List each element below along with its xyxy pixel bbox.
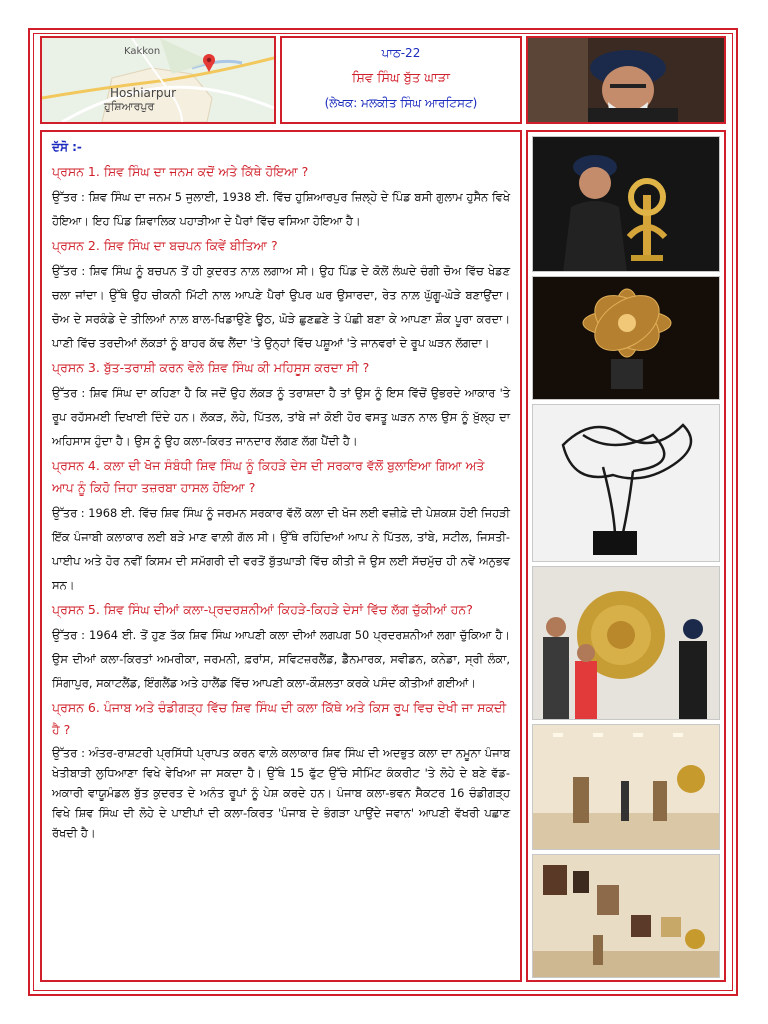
answer-2: ਉੱਤਰ : ਸ਼ਿਵ ਸਿੰਘ ਨੂੰ ਬਚਪਨ ਤੋਂ ਹੀ ਕੁਦਰਤ ਨਾਲ਼ ਲਗਾਅ ਸੀ। ਉਹ ਪਿੰਡ ਦੇ ਕੋਲੋਂ ਲੰਘਦੇ ਚੰਗੀ ਚੋਅ ਵਿੱਚ ਖੇਡਣ ਚਲਾ ਜਾਂਦਾ। ਉੱਥੇ ਉਹ ਚੀਕਨੀ ਮਿੱਟੀ ਨਾਲ ਆਪਣੇ ਪੈਰਾਂ ਉਪਰ ਘਰ ਉਸਾਰਦਾ, ਰੇਤ ਨਾਲ਼ ਘੁੱਗੂ-ਘੋੜੇ ਬਣਾਉਂਦਾ। ਚੋਅ ਦੇ ਸਰਕੰਡੇ ਦੇ ਤੀਲਿਆਂ ਨਾਲ਼ ਬਾਲ-ਖਿਡਾਉਣੇ ਊਠ, ਘੋੜੇ ਛੁਣਛਣੇ ਤੇ ਪੰਛੀ ਬਣਾ ਕੇ ਆਪਣਾ ਸ਼ੌਕ ਪੂਰਾ ਕਰਦਾ। ਪਾਣੀ ਵਿੱਚ ਤਰਦੀਆਂ ਲੱਕੜਾਂ ਨੂੰ ਬਾਹਰ ਕੱਢ ਲੈਂਦਾ 'ਤੇ ਉਨ੍ਹਾਂ ਵਿੱਚ ਪਸ਼ੂਆਂ 'ਤੇ ਜਾਨਵਰਾਂ ਦੇ ਰੂਪ ਘੜਨ ਲੱਗਦਾ। bbox=[52, 264, 510, 350]
section-intro: ਦੱਸੋ :- bbox=[52, 140, 82, 154]
question-3: ਪ੍ਰਸਨ 3. ਬੁੱਤ-ਤਰਾਸ਼ੀ ਕਰਨ ਵੇਲੇ ਸ਼ਿਵ ਸਿੰਘ ਕੀ ਮਹਿਸੂਸ ਕਰਦਾ ਸੀ ? bbox=[52, 360, 370, 375]
answer-3: ਉੱਤਰ : ਸ਼ਿਵ ਸਿੰਘ ਦਾ ਕਹਿਣਾ ਹੈ ਕਿ ਜਦੋਂ ਉਹ ਲੱਕੜ ਨੂੰ ਤਰਾਸ਼ਦਾ ਹੈ ਤਾਂ ਉਸ ਨੂੰ ਇਸ ਵਿੱਚੋਂ ਉਭਰਦੇ ਆਕਾਰ 'ਤੇ ਰੂਪ ਰਹੱਸਮਈ ਦਿਖਾਈ ਦਿੰਦੇ ਹਨ। ਲੱਕੜ, ਲੋਹੇ, ਪਿੱਤਲ, ਤਾਂਬੇ ਜਾਂ ਕੋਈ ਹੋਰ ਵਸਤੂ ਘੜਨ ਨਾਲ ਉਸ ਨੂੰ ਖ਼ੁੱਲ੍ਹ ਦਾ ਅਹਿਸਾਸ ਹੁੰਦਾ ਹੈ। ਉਸ ਨੂੰ ਉਹ ਕਲਾ-ਕਿਰਤ ਜਾਨਦਾਰ ਲੱਗਣ ਲੱਗ ਪੈਂਦੀ ਹੈ। bbox=[52, 386, 510, 448]
photo-artist-with-sculpture bbox=[532, 136, 720, 272]
photo-wire-sculpture bbox=[532, 404, 720, 562]
photo-gallery-framed-works bbox=[532, 854, 720, 978]
answer-5: ਉੱਤਰ : 1964 ਈ. ਤੋਂ ਹੁਣ ਤੱਕ ਸ਼ਿਵ ਸਿੰਘ ਆਪਣੀ ਕਲਾ ਦੀਆਂ ਲਗਪਗ 50 ਪ੍ਰਦਰਸ਼ਨੀਆਂ ਲਗਾ ਚੁੱਕਿਆ ਹੈ। ਉਸ ਦੀਆਂ ਕਲਾ-ਕਿਰਤਾਂ ਅਮਰੀਕਾ, ਜਰਮਨੀ, ਫ਼ਰਾਂਸ, ਸਵਿਟਜ਼ਰਲੈਂਡ, ਡੈੱਨਮਾਰਕ, ਸਵੀਡਨ, ਕਨੇਡਾ, ਸ੍ਰੀ ਲੰਕਾ, ਸਿੰਗਾਪੁਰ, ਸਕਾਟਲੈਂਡ, ਇੰਗਲੈਂਡ ਅਤੇ ਹਾਲੈਂਡ ਵਿੱਚ ਆਪਣੀ ਕਲਾ-ਕੌਸ਼ਲਤਾ ਕਰਕੇ ਪਸੰਦ ਕੀਤੀਆਂ ਗਈਆਂ। bbox=[52, 628, 510, 690]
question-1: ਪ੍ਰਸਨ 1. ਸ਼ਿਵ ਸਿੰਘ ਦਾ ਜਨਮ ਕਦੋਂ ਅਤੇ ਕਿੱਥੇ ਹੋਇਆ ? bbox=[52, 164, 309, 179]
photo-exhibition-hall bbox=[532, 724, 720, 850]
question-2: ਪ੍ਰਸਨ 2. ਸ਼ਿਵ ਸਿੰਘ ਦਾ ਬਚਪਨ ਕਿਵੇਂ ਬੀਤਿਆ ? bbox=[52, 238, 278, 253]
author-line: (ਲੇਖਕ: ਮਲਕੀਤ ਸਿੰਘ ਆਰਟਿਸਟ) bbox=[324, 96, 478, 110]
title-box bbox=[280, 36, 522, 124]
portrait-photo bbox=[526, 36, 726, 124]
lesson-number: ਪਾਠ-22 bbox=[381, 46, 421, 60]
question-answer-section bbox=[40, 130, 522, 982]
photo-column bbox=[526, 130, 726, 982]
answer-1: ਉੱਤਰ : ਸ਼ਿਵ ਸਿੰਘ ਦਾ ਜਨਮ 5 ਜੁਲਾਈ, 1938 ਈ. ਵਿੱਚ ਹੁਸ਼ਿਆਰਪੁਰ ਜ਼ਿਲ੍ਹੇ ਦੇ ਪਿੰਡ ਬਸੀ ਗੁਲਾਮ ਹੁਸੈਨ ਵਿਖੇ ਹੋਇਆ। ਇਹ ਪਿੰਡ ਸ਼ਿਵਾਲਿਕ ਪਹਾੜੀਆ ਦੇ ਪੈਰਾਂ ਵਿੱਚ ਵਸਿਆ ਹੋਇਆ ਹੈ। bbox=[52, 190, 510, 228]
answer-6: ਉੱਤਰ : ਅੰਤਰ-ਰਾਸ਼ਟਰੀ ਪ੍ਰਸਿੱਧੀ ਪ੍ਰਾਪਤ ਕਰਨ ਵਾਲ਼ੇ ਕਲਾਕਾਰ ਸ਼ਿਵ ਸਿੰਘ ਦੀ ਅਦਭੁਤ ਕਲਾ ਦਾ ਨਮੂਨਾ ਪੰਜਾਬ ਖੇਤੀਬਾੜੀ ਲੁਧਿਆਣਾ ਵਿਖੇ ਵੇਖਿਆ ਜਾ ਸਕਦਾ ਹੈ। ਉੱਥੇ 15 ਫੁੱਟ ਉੱਚੇ ਸੀਮਿੰਟ ਕੰਕਰੀਟ 'ਤੇ ਲੋਹੇ ਦੇ ਬਣੇ ਵੱਡ-ਅਕਾਰੀ ਵਾਯੂਮੰਡਲ ਬੁੱਤ ਕੁਦਰਤ ਦੇ ਅਨੰਤ ਰੂਪਾਂ ਨੂੰ ਪੇਸ਼ ਕਰਦੇ ਹਨ। ਪੰਜਾਬ ਕਲਾ-ਭਵਨ ਸੈਕਟਰ 16 ਚੰਡੀਗੜ੍ਹ ਵਿਖੇ ਸ਼ਿਵ ਸਿੰਘ ਦੀ ਲੋਹੇ ਦੇ ਪਾਈਪਾਂ ਦੀ ਕਲਾ-ਕਿਰਤ 'ਪੰਜਾਬ ਦੇ ਭੰਗੜਾ ਪਾਉਂਦੇ ਜਵਾਨ' ਆਪਣੀ ਵੱਖਰੀ ਪਛਾਣ ਰੱਖਦੀ ਹੈ। bbox=[52, 746, 510, 840]
answer-4: ਉੱਤਰ : 1968 ਈ. ਵਿੱਚ ਸ਼ਿਵ ਸਿੰਘ ਨੂੰ ਜਰਮਨ ਸਰਕਾਰ ਵੱਲੋਂ ਕਲਾ ਦੀ ਖੋਜ ਲਈ ਵਜ਼ੀਫ਼ੇ ਦੀ ਪੇਸ਼ਕਸ਼ ਹੋਈ ਜਿਹੜੀ ਇੱਕ ਪੰਜਾਬੀ ਕਲਾਕਾਰ ਲਈ ਬੜੇ ਮਾਣ ਵਾਲ਼ੀ ਗੱਲ ਸੀ। ਉੱਥੇ ਰਹਿੰਦਿਆਂ ਆਪ ਨੇ ਪਿੱਤਲ, ਤਾਂਬੇ, ਸਟੀਲ, ਜਿਸਤੀ-ਪਾਈਪ ਅਤੇ ਹੋਰ ਨਵੀਂ ਕਿਸਮ ਦੀ ਸਮੱਗਰੀ ਦੀ ਵਰਤੋਂ ਬੁੱਤਘਾੜੀ ਵਿੱਚ ਕੀਤੀ ਜੋ ਉਸ ਲਈ ਸੱਚਮੁੱਚ ਹੀ ਨਵੇਂ ਅਨੁਭਵ ਸਨ। bbox=[52, 506, 510, 592]
photo-gallery-visitors bbox=[532, 566, 720, 720]
map-label-city-pa: ਹੁਸ਼ਿਆਰਪੁਰ bbox=[104, 100, 155, 113]
portrait-image bbox=[528, 38, 724, 122]
location-map bbox=[40, 36, 276, 124]
photo-flower-sculpture bbox=[532, 276, 720, 400]
chapter-title: ਸ਼ਿਵ ਸਿੰਘ ਬੁੱਤ ਘਾੜਾ bbox=[352, 71, 450, 86]
question-6: ਪ੍ਰਸਨ 6. ਪੰਜਾਬ ਅਤੇ ਚੰਡੀਗੜ੍ਹ ਵਿੱਚ ਸ਼ਿਵ ਸਿੰਘ ਦੀ ਕਲਾ ਕਿੱਥੇ ਅਤੇ ਕਿਸ ਰੂਪ ਵਿਚ ਦੇਖੀ ਜਾ ਸਕਦੀ ਹੈ ? bbox=[52, 700, 507, 737]
map-label-kakkon: Kakkon bbox=[124, 46, 161, 57]
question-5: ਪ੍ਰਸਨ 5. ਸ਼ਿਵ ਸਿੰਘ ਦੀਆਂ ਕਲਾ-ਪ੍ਰਦਰਸ਼ਨੀਆਂ ਕਿਹੜੇ-ਕਿਹੜੇ ਦੇਸਾਂ ਵਿੱਚ ਲੱਗ ਚੁੱਕੀਆਂ ਹਨ? bbox=[52, 602, 473, 617]
question-4: ਪ੍ਰਸਨ 4. ਕਲਾ ਦੀ ਖੋਜ ਸੰਬੰਧੀ ਸ਼ਿਵ ਸਿੰਘ ਨੂੰ ਕਿਹੜੇ ਦੇਸ ਦੀ ਸਰਕਾਰ ਵੱਲੋਂ ਬੁਲਾਇਆ ਗਿਆ ਅਤੇ ਆਪ ਨੂੰ ਕਿਹੋ ਜਿਹਾ ਤਜ਼ਰਬਾ ਹਾਸਲ ਹੋਇਆ ? bbox=[52, 458, 485, 495]
map-label-city-en: Hoshiarpur bbox=[110, 86, 176, 100]
